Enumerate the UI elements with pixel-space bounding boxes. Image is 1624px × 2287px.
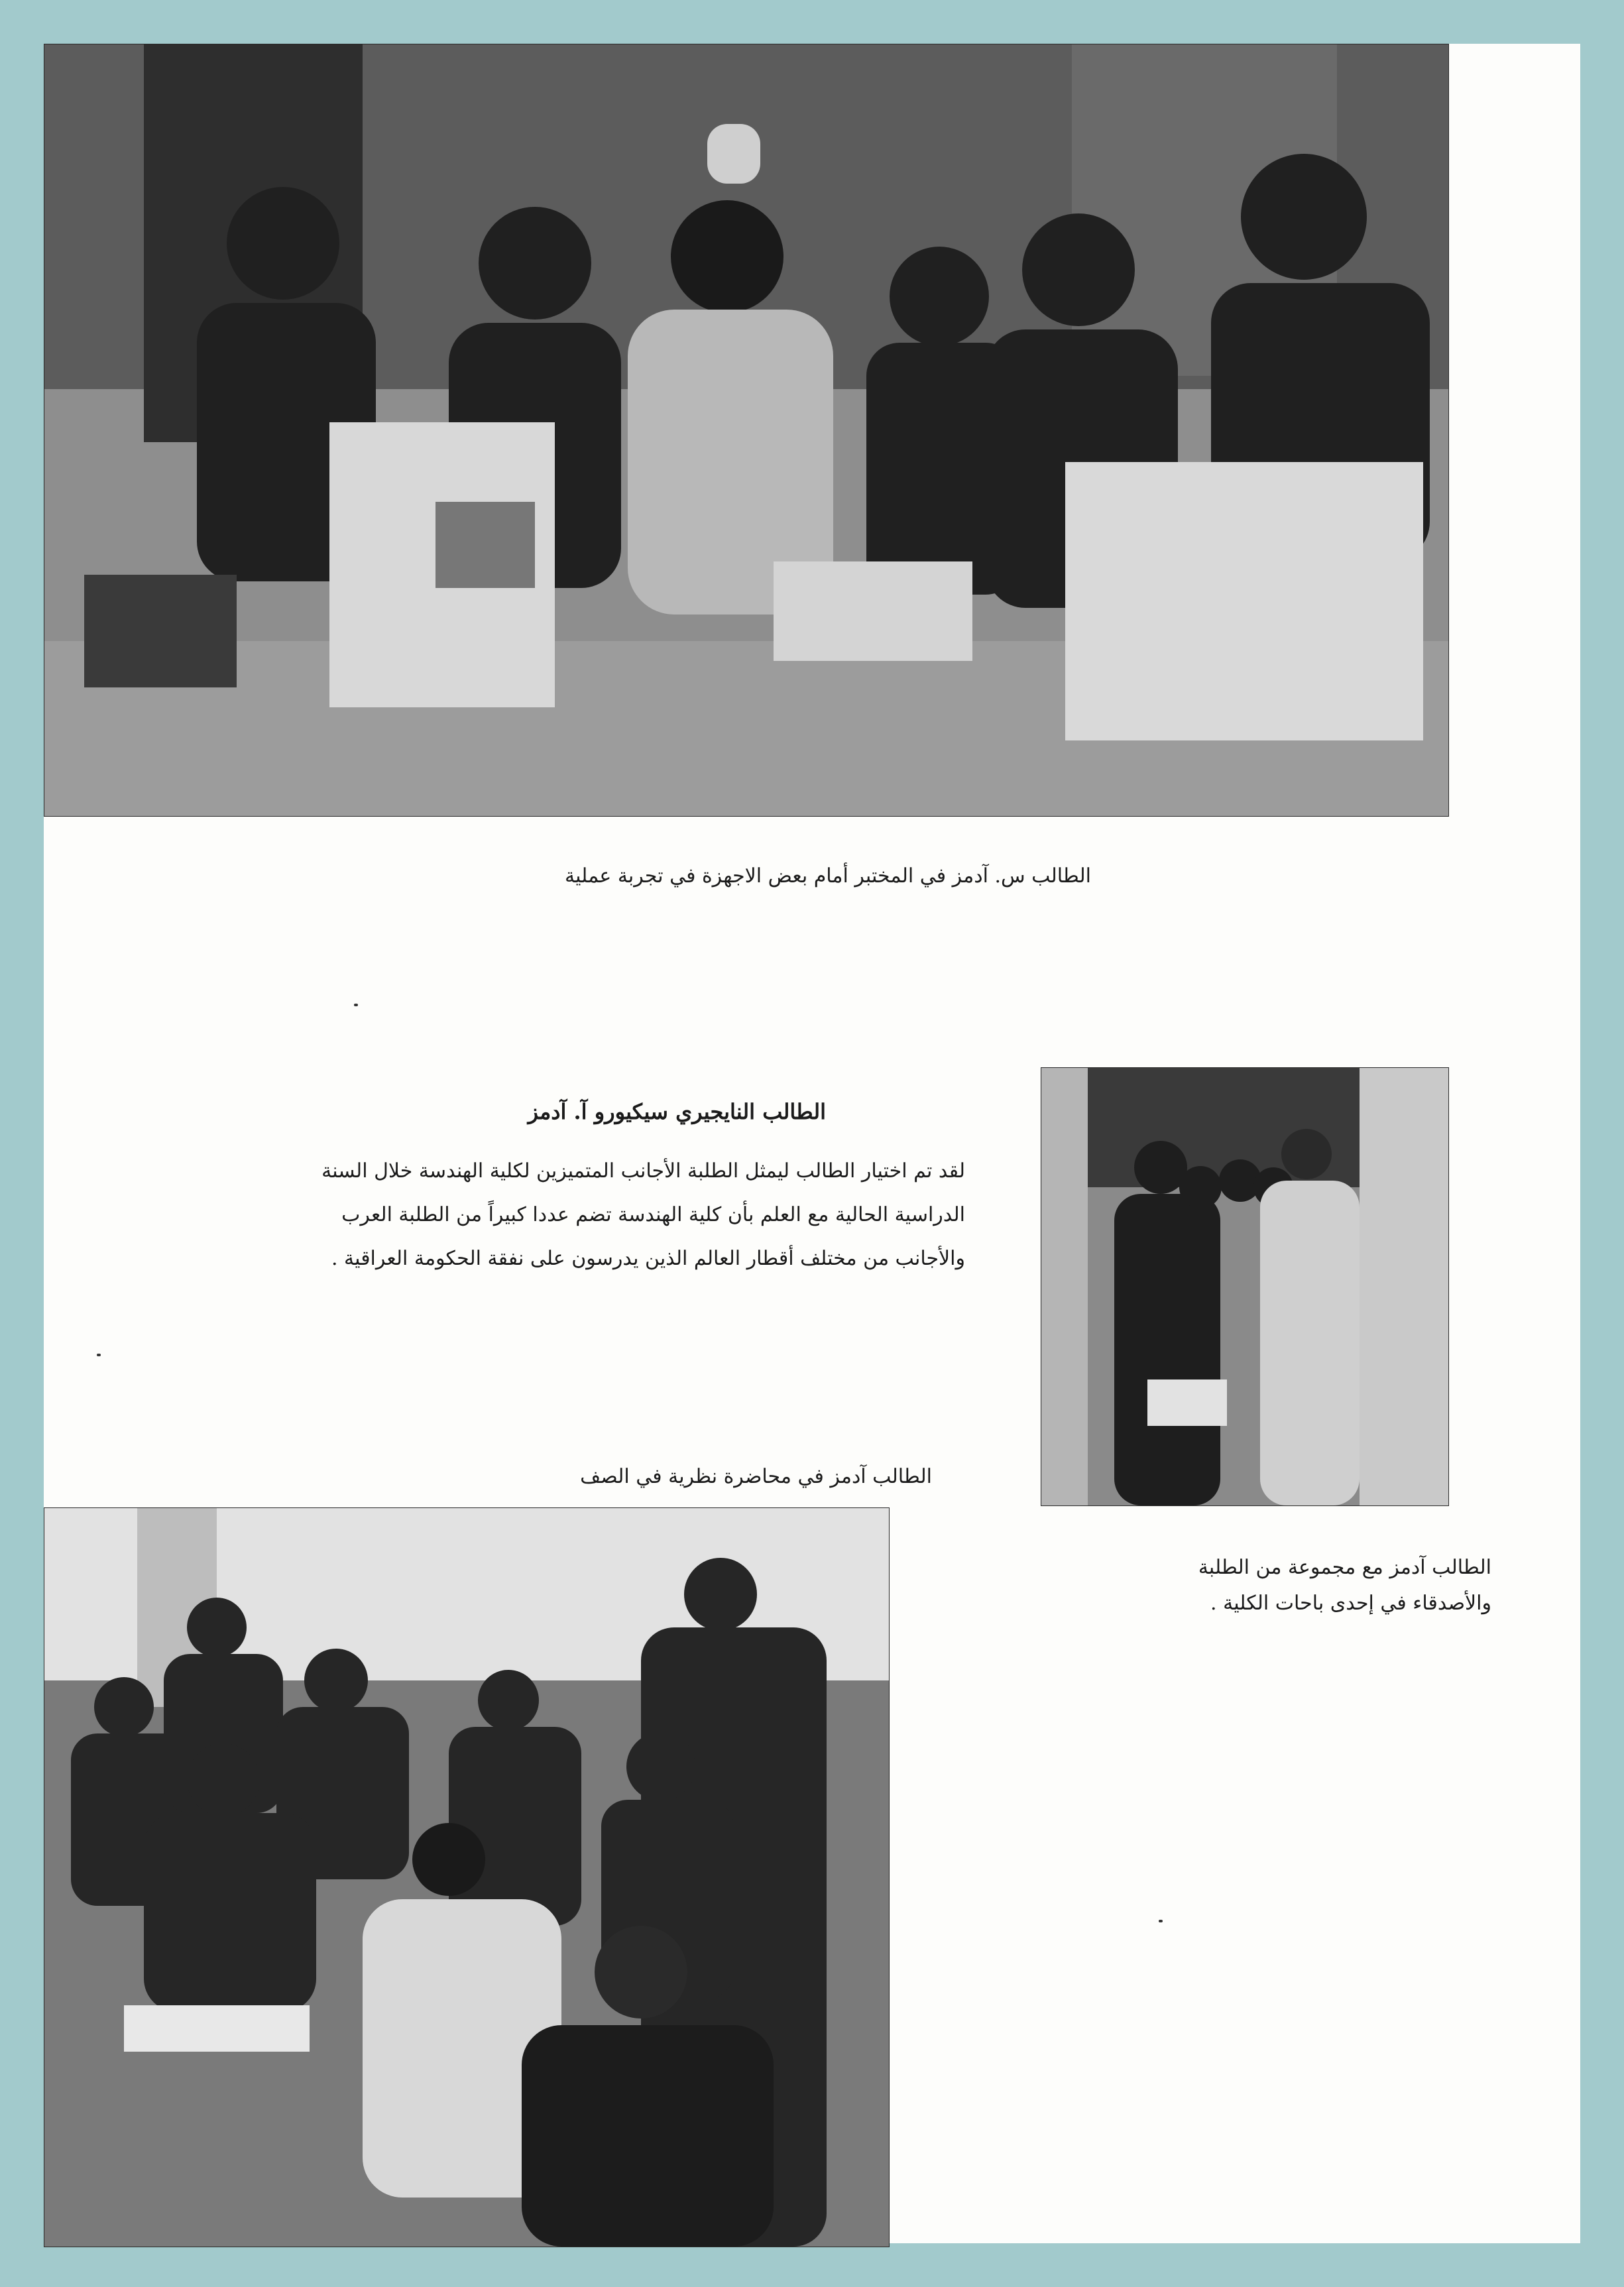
- classroom-photo: [44, 1507, 890, 2247]
- group-caption-line: والأصدقاء في إحدى باحات الكلية .: [1210, 1592, 1491, 1615]
- article-line: الدراسية الحالية مع العلم بأن كلية الهندسة تضم عددا كبيراً من الطلبة العرب: [341, 1203, 965, 1226]
- page-speck: [1159, 1920, 1163, 1922]
- lab-photo: [44, 44, 1449, 817]
- classroom-photo-icon: [44, 1508, 889, 2247]
- article-title: الطالب النايجيري سيكيورو آ. آدمز: [528, 1099, 826, 1124]
- article-line: لقد تم اختيار الطالب ليمثل الطلبة الأجانب المتميزين لكلية الهندسة خلال السنة: [321, 1159, 965, 1183]
- group-photo-icon: [1041, 1068, 1448, 1505]
- group-caption-line: الطالب آدمز مع مجموعة من الطلبة: [1198, 1556, 1491, 1579]
- page-speck: [354, 1004, 358, 1006]
- page: [44, 44, 1580, 2243]
- lab-photo-icon: [44, 44, 1448, 816]
- page-speck: [97, 1354, 101, 1356]
- article-line: والأجانب من مختلف أقطار العالم الذين يدرسون على نفقة الحكومة العراقية .: [331, 1247, 965, 1270]
- article-body: [309, 1149, 965, 1281]
- lab-photo-caption: الطالب س. آدمز في المختبر أمام بعض الاجهزة في تجربة عملية: [565, 864, 1091, 888]
- group-photo: [1041, 1067, 1449, 1506]
- group-photo-caption: [1171, 1550, 1491, 1621]
- classroom-photo-caption: الطالب آدمز في محاضرة نظرية في الصف: [580, 1465, 932, 1488]
